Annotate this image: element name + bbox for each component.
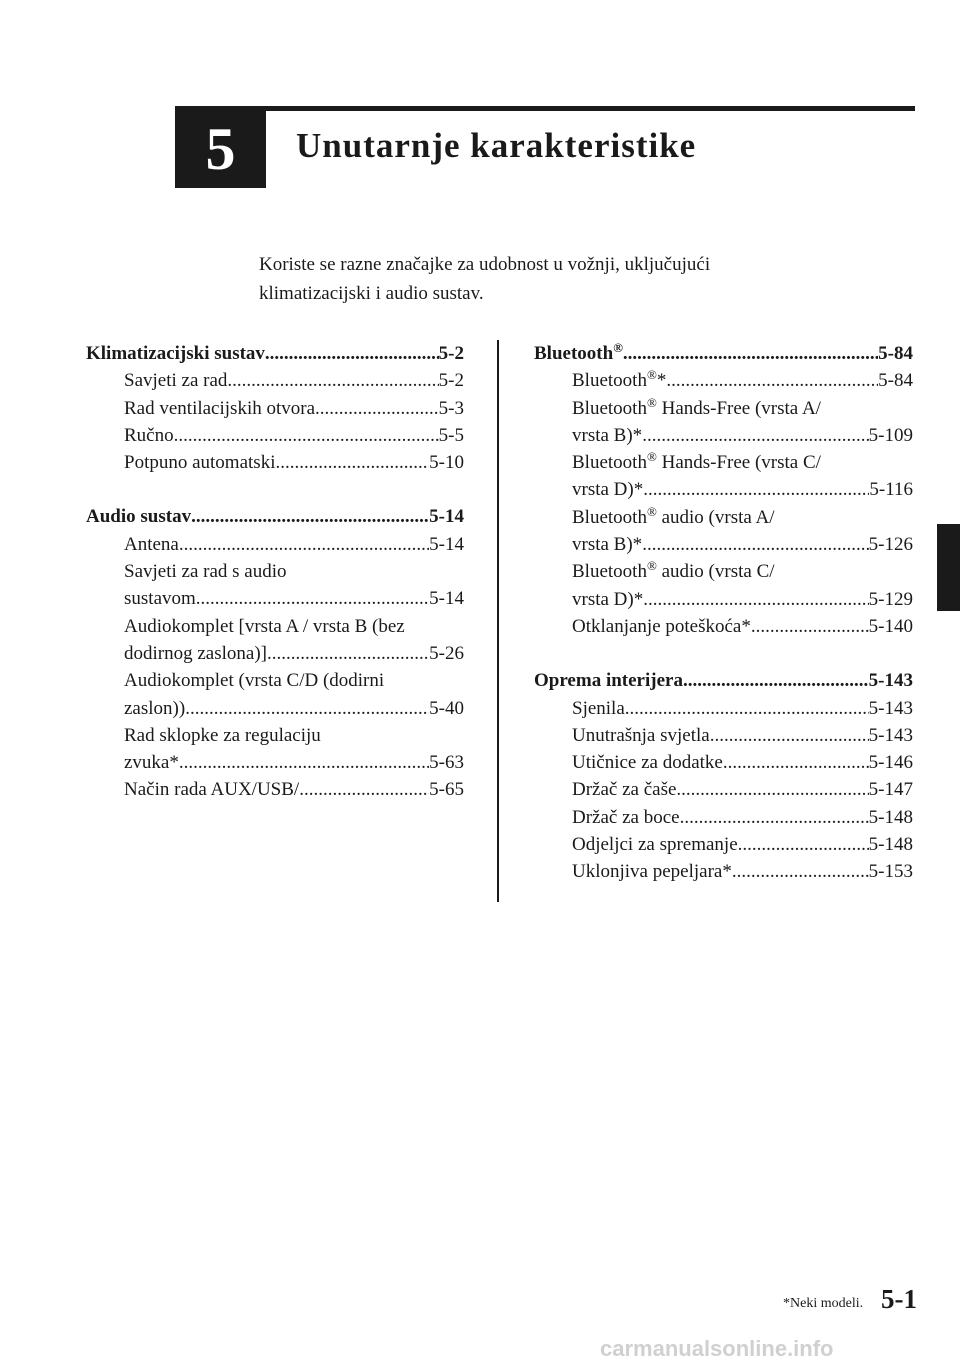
dot-leader: [315, 395, 439, 422]
column-divider: [497, 340, 499, 902]
dot-leader: [196, 585, 429, 612]
toc-item-text: [124, 395, 315, 422]
toc-page-number: 5-129: [868, 588, 913, 610]
toc-item-text: [572, 695, 625, 722]
registered-mark: ®: [646, 449, 657, 465]
dot-leader: [191, 503, 429, 530]
toc-page-number: 5-63: [429, 752, 464, 774]
toc-page-number: 5-143: [868, 670, 913, 692]
toc-entry-text-rest: Hands-Free (vrsta A/: [656, 397, 821, 419]
toc-page-number: 5-65: [429, 779, 464, 801]
toc-item: [534, 367, 913, 394]
toc-page-number: 5-2: [438, 370, 464, 392]
toc-page-number: 5-84: [878, 343, 913, 364]
toc-heading: [534, 340, 913, 367]
toc-item-text: [572, 749, 723, 776]
toc-page-number: 5-26: [429, 642, 464, 664]
toc-page-number: 5-116: [869, 479, 913, 501]
toc-section: [534, 340, 913, 640]
toc-item-text: [572, 586, 643, 613]
toc-heading-text: [86, 340, 265, 367]
toc-item-text: [572, 776, 676, 803]
intro-line-1: Koriste se razne značajke za udobnost u vožnji, uključujući: [259, 254, 711, 275]
toc-page-number: 5-84: [878, 370, 913, 392]
toc-entry-line: [534, 449, 913, 476]
toc-item-text: [572, 858, 732, 885]
toc-item-text: [572, 531, 642, 558]
dot-leader: [642, 531, 868, 558]
chapter-side-tab: [937, 524, 960, 611]
toc-item-text: [572, 367, 666, 394]
toc-page-number: 5-40: [429, 697, 464, 719]
toc-item: [534, 476, 913, 503]
toc-label: Držač za čaše: [572, 779, 677, 801]
toc-entry-text-rest: Hands-Free (vrsta C/: [656, 452, 821, 474]
dot-leader: [623, 340, 878, 367]
dot-leader: [683, 667, 869, 694]
toc-item: [534, 613, 913, 640]
dot-leader: [710, 722, 869, 749]
dot-leader: [751, 613, 869, 640]
toc-item: [534, 422, 913, 449]
toc-label: dodirnog zaslona)]: [124, 642, 267, 664]
toc-entry-line: [534, 558, 913, 585]
toc-entry-text: Bluetooth: [572, 397, 647, 419]
toc-item-text: [572, 613, 751, 640]
toc-entry-text: Rad sklopke za regulaciju: [124, 724, 321, 746]
toc-page-number: 5-10: [429, 452, 464, 474]
chapter-number: 5: [205, 116, 236, 182]
toc-page-number: 5-109: [868, 424, 913, 446]
toc-label: Držač za boce: [572, 806, 680, 828]
toc-entry-line: [86, 722, 464, 749]
toc-page-number: 5-5: [438, 424, 464, 446]
chapter-title: Unutarnje karakteristike: [296, 126, 697, 165]
toc-section: [534, 667, 913, 885]
asterisk-mark: *: [656, 370, 667, 392]
toc-item-text: [124, 749, 179, 776]
dot-leader: [738, 831, 869, 858]
toc-entry-text: Audiokomplet [vrsta A / vrsta B (bez: [124, 615, 405, 637]
dot-leader: [275, 449, 429, 476]
dot-leader: [625, 695, 869, 722]
toc-label: Način rada AUX/USB/: [124, 779, 300, 801]
toc-item: [534, 749, 913, 776]
registered-mark: ®: [646, 367, 657, 383]
toc-label: Bluetooth: [534, 343, 614, 364]
toc-label: Uklonjiva pepeljara*: [572, 861, 732, 883]
toc-page-number: 5-153: [868, 861, 913, 883]
toc-item: [86, 449, 464, 476]
toc-label: Antena: [124, 533, 179, 555]
dot-leader: [642, 422, 868, 449]
dot-leader: [179, 749, 429, 776]
toc-item-text: [124, 585, 196, 612]
toc-item-text: [572, 804, 680, 831]
toc-page-number: 5-148: [868, 834, 913, 856]
toc-item-text: [124, 640, 267, 667]
toc-item: [86, 640, 464, 667]
dot-leader: [643, 476, 869, 503]
toc-item: [86, 422, 464, 449]
toc-section: [86, 340, 464, 476]
toc-item: [86, 531, 464, 558]
toc-heading: [86, 340, 464, 367]
toc-label: sustavom: [124, 588, 196, 610]
toc-page-number: 5-147: [868, 779, 913, 801]
toc-item: [534, 858, 913, 885]
toc-item: [86, 749, 464, 776]
dot-leader: [676, 776, 868, 803]
toc-page-number: 5-140: [868, 615, 913, 637]
toc-item: [86, 367, 464, 394]
registered-mark: ®: [646, 558, 657, 574]
toc-item-text: [124, 367, 227, 394]
dot-leader: [732, 858, 869, 885]
toc-page-number: 5-14: [429, 533, 464, 555]
toc-item-text: [124, 449, 275, 476]
toc-label: Oprema interijera: [534, 670, 683, 692]
toc-item-text: [124, 776, 299, 803]
chapter-intro: [259, 250, 859, 308]
toc-label: Sjenila: [572, 697, 625, 719]
toc-label: Klimatizacijski sustav: [86, 343, 265, 364]
toc-item: [534, 722, 913, 749]
page-number: 5-1: [881, 1284, 917, 1314]
toc-label: Bluetooth: [572, 370, 647, 392]
toc-page-number: 5-143: [868, 697, 913, 719]
dot-leader: [265, 340, 439, 367]
toc-item: [534, 804, 913, 831]
toc-entry-text: Bluetooth: [572, 452, 647, 474]
toc-item-text: [572, 422, 642, 449]
toc-item: [86, 395, 464, 422]
toc-heading-text: [534, 667, 683, 694]
chapter-number-box: [175, 111, 266, 188]
toc-label: vrsta D)*: [572, 479, 644, 501]
toc-label: Potpuno automatski: [124, 452, 276, 474]
toc-label: Audio sustav: [86, 506, 192, 528]
toc-entry-text-rest: audio (vrsta A/: [656, 506, 775, 528]
toc-page-number: 5-126: [868, 534, 913, 556]
toc-item-text: [572, 831, 738, 858]
toc-item-text: [124, 531, 179, 558]
toc-label: Ručno: [124, 424, 174, 446]
toc-item-text: [572, 722, 710, 749]
toc-item: [534, 531, 913, 558]
dot-leader: [267, 640, 429, 667]
registered-mark: ®: [613, 340, 623, 355]
dot-leader: [185, 695, 429, 722]
toc-label: zaslon)): [124, 697, 186, 719]
toc-item: [86, 695, 464, 722]
chapter-rule: [175, 106, 915, 111]
toc-entry-line: [534, 504, 913, 531]
toc-page-number: 5-146: [868, 752, 913, 774]
toc-heading: [86, 503, 464, 530]
toc-page-number: 5-148: [868, 806, 913, 828]
toc-entry-text: Savjeti za rad s audio: [124, 561, 287, 583]
toc-item: [534, 776, 913, 803]
toc-entry-line: [86, 613, 464, 640]
toc-page-number: 5-3: [438, 397, 464, 419]
toc-entry-line: [86, 667, 464, 694]
registered-mark: ®: [646, 394, 657, 410]
toc-label: vrsta D)*: [572, 588, 644, 610]
toc-label: vrsta B)*: [572, 424, 643, 446]
toc-left-column: [86, 340, 464, 831]
toc-entry-text: Bluetooth: [572, 561, 647, 583]
toc-label: Odjeljci za spremanje: [572, 834, 738, 856]
toc-right-column: [534, 340, 913, 913]
toc-label: Savjeti za rad: [124, 370, 228, 392]
toc-label: vrsta B)*: [572, 534, 643, 556]
toc-label: Unutrašnja svjetla: [572, 724, 710, 746]
toc-entry-line: [534, 395, 913, 422]
toc-entry-line: [86, 558, 464, 585]
toc-page-number: 5-14: [429, 588, 464, 610]
toc-item: [86, 776, 464, 803]
toc-item: [534, 695, 913, 722]
dot-leader: [680, 804, 869, 831]
watermark: carmanualsonline.info: [600, 1336, 834, 1361]
toc-entry-text: Audiokomplet (vrsta C/D (dodirni: [124, 670, 385, 692]
toc-label: Rad ventilacijskih otvora: [124, 397, 316, 419]
toc-page-number: 5-14: [429, 506, 464, 528]
toc-heading-text: [86, 503, 191, 530]
dot-leader: [723, 749, 869, 776]
toc-item: [534, 586, 913, 613]
toc-item: [86, 585, 464, 612]
footnote: *Neki modeli.: [783, 1296, 864, 1311]
toc-item-text: [124, 422, 174, 449]
toc-item-text: [572, 476, 643, 503]
toc-section: [86, 503, 464, 803]
dot-leader: [179, 531, 429, 558]
toc-item-text: [124, 695, 185, 722]
toc-label: zvuka*: [124, 752, 179, 774]
dot-leader: [174, 422, 439, 449]
dot-leader: [227, 367, 438, 394]
dot-leader: [643, 586, 868, 613]
intro-line-2: klimatizacijski i audio sustav.: [259, 283, 484, 304]
toc-label: Otklanjanje poteškoća*: [572, 615, 751, 637]
toc-label: Utičnice za dodatke: [572, 752, 723, 774]
toc-heading-text: [534, 340, 623, 367]
dot-leader: [666, 367, 878, 394]
toc-entry-text-rest: audio (vrsta C/: [656, 561, 775, 583]
toc-heading: [534, 667, 913, 694]
toc-page-number: 5-143: [868, 724, 913, 746]
registered-mark: ®: [646, 503, 657, 519]
toc-entry-text: Bluetooth: [572, 506, 647, 528]
toc-page-number: 5-2: [438, 343, 464, 364]
toc-item: [534, 831, 913, 858]
dot-leader: [299, 776, 429, 803]
